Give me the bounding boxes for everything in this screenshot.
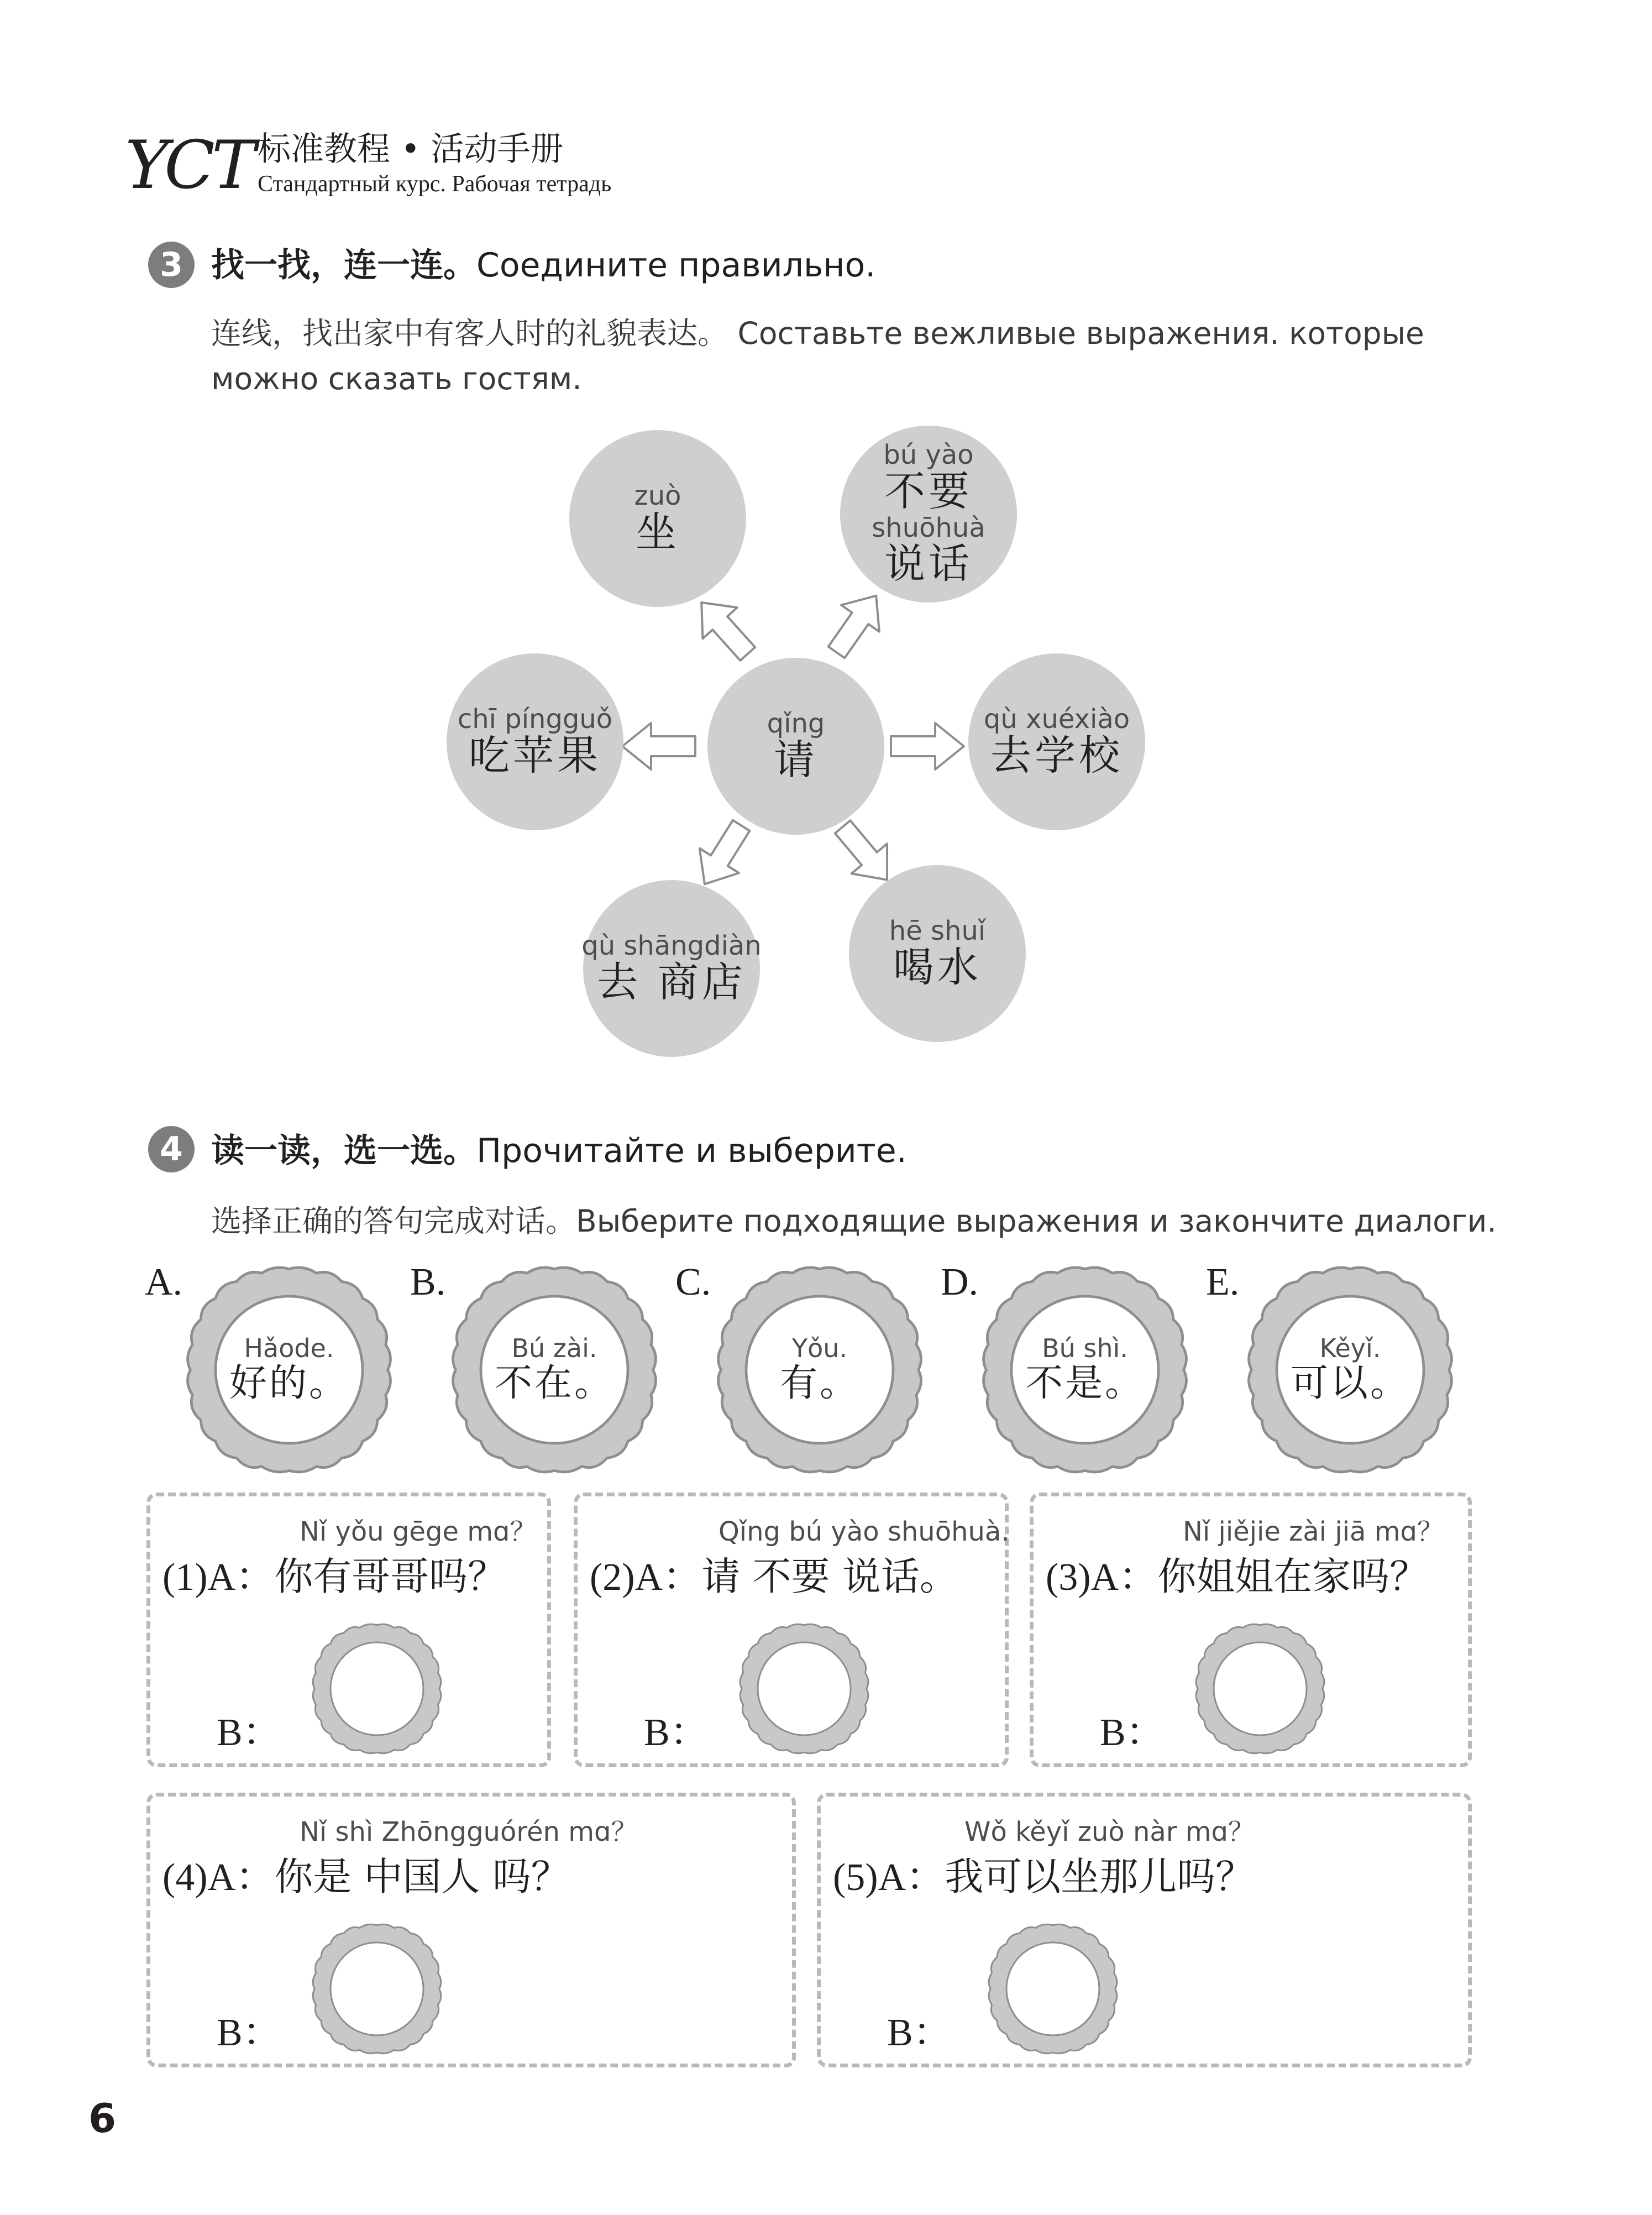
option-a-hanzi: 好的。 (229, 1362, 349, 1406)
option-d-pinyin: Bú shì. (1042, 1333, 1128, 1363)
bubble-pinyin: bú yào (883, 439, 974, 471)
dialog-b-label: B： (1100, 1711, 1165, 1754)
dialog-pinyin: Nǐ jiějie zài jiā mɑ？ (1183, 1516, 1444, 1547)
dialog-number: (1) (162, 1556, 208, 1599)
dialog-question-line (833, 1854, 1255, 1899)
option-b-text (449, 1265, 659, 1475)
section-3-instruction-line1: 连线，找出家中有客人时的礼貌表达。 Составьте вежливые выражения. которые (211, 316, 1424, 351)
dialog-a-label: A： (207, 1856, 275, 1899)
section-4-title-ru: Прочитайте и выберите. (476, 1132, 907, 1170)
section-4-title (211, 1132, 907, 1170)
dialog-b-label: B： (217, 2012, 281, 2054)
option-d-text (980, 1265, 1190, 1475)
bubble-pinyin: chī píngguǒ (457, 704, 613, 735)
dialog-number: (5) (833, 1856, 878, 1899)
dialog-pinyin: Qǐng bú yào shuōhuà. (719, 1516, 1010, 1547)
option-d-hanzi: 不是。 (1025, 1362, 1145, 1406)
answer-blank-flower[interactable] (311, 1923, 443, 2055)
dialog-a-label: A： (878, 1856, 945, 1899)
section-4-title-zh: 读一读，选一选。 (211, 1132, 476, 1170)
option-c-text (715, 1265, 925, 1475)
answer-blank-flower[interactable] (1194, 1622, 1326, 1755)
dialog-a-label: A： (1090, 1556, 1158, 1599)
bubble-pinyin: qù xuéxiào (983, 704, 1130, 735)
bubble-hanzi: 请 (774, 736, 818, 784)
dialog-box-2 (574, 1493, 1009, 1767)
bubble-qu-xuexiao (968, 653, 1145, 830)
bubble-hanzi: 去学校 (990, 731, 1123, 779)
dialog-pinyin: Wǒ kěyǐ zuò nàr mɑ？ (964, 1816, 1255, 1847)
dialog-question: 我可以坐那儿吗？ (945, 1854, 1255, 1899)
dialog-number: (2) (590, 1556, 635, 1599)
answer-blank-flower[interactable] (987, 1923, 1119, 2055)
dialog-a-label: A： (207, 1556, 275, 1599)
bubble-hanzi: 不要 (884, 467, 973, 515)
section-3-instruction-line2: можно сказать гостям. (211, 361, 582, 396)
option-c-pinyin: Yǒu. (791, 1333, 848, 1363)
dialog-question: 请 不要 说话。 (701, 1554, 958, 1599)
dialog-question-line (1046, 1554, 1429, 1599)
section-4-number-badge: 4 (148, 1126, 195, 1172)
bubble-hanzi: 去 商店 (597, 958, 746, 1006)
bubble-chi-pingguo (447, 653, 623, 830)
option-b-hanzi: 不在。 (494, 1362, 614, 1406)
dialog-box-5 (817, 1793, 1472, 2067)
dialog-b-label: B： (644, 1711, 709, 1754)
option-c-letter: C. (675, 1261, 711, 1303)
bubble-pinyin: hē shuǐ (889, 915, 986, 947)
section-3-number-badge: 3 (148, 242, 195, 288)
arrow-left-icon (622, 723, 695, 769)
bubble-pinyin-2: shuōhuà (872, 512, 985, 543)
section-3-title-zh: 找一找，连一连。 (211, 246, 476, 285)
dialog-number: (3) (1046, 1556, 1091, 1599)
option-b-letter: B. (410, 1261, 446, 1303)
connector-arrows (0, 0, 1652, 1106)
option-e-text (1245, 1265, 1455, 1475)
option-a-text (184, 1265, 394, 1475)
arrow-up-right-icon (817, 583, 895, 666)
arrow-right-icon (891, 723, 964, 769)
bubble-qu-shangdian (583, 880, 760, 1057)
bubble-zuo (569, 430, 746, 607)
option-e-letter: E. (1206, 1261, 1240, 1303)
bubble-hanzi: 坐 (636, 508, 680, 556)
dialog-question-line (590, 1554, 958, 1599)
answer-blank-flower[interactable] (738, 1622, 870, 1755)
dialog-pinyin: Nǐ shì Zhōngguórén mɑ？ (300, 1816, 638, 1847)
option-a-letter: A. (145, 1261, 183, 1303)
dialog-question-line (162, 1854, 570, 1899)
dialog-box-4 (146, 1793, 796, 2067)
page-number: 6 (88, 2095, 117, 2141)
bubble-center-qing (707, 658, 884, 835)
bubble-buyao-shuohua (840, 426, 1017, 603)
section-3-title-ru: Соедините правильно. (476, 246, 876, 285)
bubble-pinyin: qǐng (767, 708, 825, 740)
dialog-question-line (162, 1554, 507, 1599)
dialog-b-label: B： (217, 1711, 281, 1754)
dialog-b-label: B： (887, 2012, 952, 2054)
option-a-pinyin: Hǎode. (244, 1333, 334, 1363)
dialog-question: 你有哥哥吗？ (274, 1554, 507, 1599)
section-4-instruction: 选择正确的答句完成对话。Выберите подходящие выражения и закончите диалоги. (211, 1203, 1497, 1239)
book-subtitle: Стандартный курс. Рабочая тетрадь (258, 171, 612, 197)
dialog-question: 你姐姐在家吗？ (1157, 1554, 1429, 1599)
arrow-up-left-icon (684, 587, 765, 669)
dialog-number: (4) (162, 1856, 208, 1899)
option-d-letter: D. (941, 1261, 979, 1303)
option-e-pinyin: Kěyǐ. (1319, 1333, 1381, 1363)
dialog-a-label: A： (634, 1556, 702, 1599)
option-b-pinyin: Bú zài. (511, 1333, 597, 1363)
bubble-pinyin: zuò (634, 480, 681, 512)
dialog-box-3 (1030, 1493, 1472, 1767)
bubble-hanzi-2: 说话 (884, 540, 973, 588)
answer-blank-flower[interactable] (311, 1622, 443, 1755)
option-e-hanzi: 可以。 (1290, 1362, 1410, 1406)
bubble-hanzi: 喝水 (893, 943, 982, 991)
dialog-pinyin: Nǐ yǒu gēge mɑ？ (300, 1516, 537, 1547)
bubble-hanzi: 吃苹果 (469, 731, 601, 779)
option-c-hanzi: 有。 (779, 1362, 859, 1406)
bubble-pinyin: qù shāngdiàn (581, 930, 762, 962)
dialog-box-1 (146, 1493, 551, 1767)
bubble-he-shui (849, 865, 1026, 1042)
yct-logo: YCT (125, 127, 253, 204)
book-title: 标准教程 • 活动手册 (258, 130, 564, 169)
dialog-question: 你是 中国人 吗？ (274, 1854, 570, 1899)
